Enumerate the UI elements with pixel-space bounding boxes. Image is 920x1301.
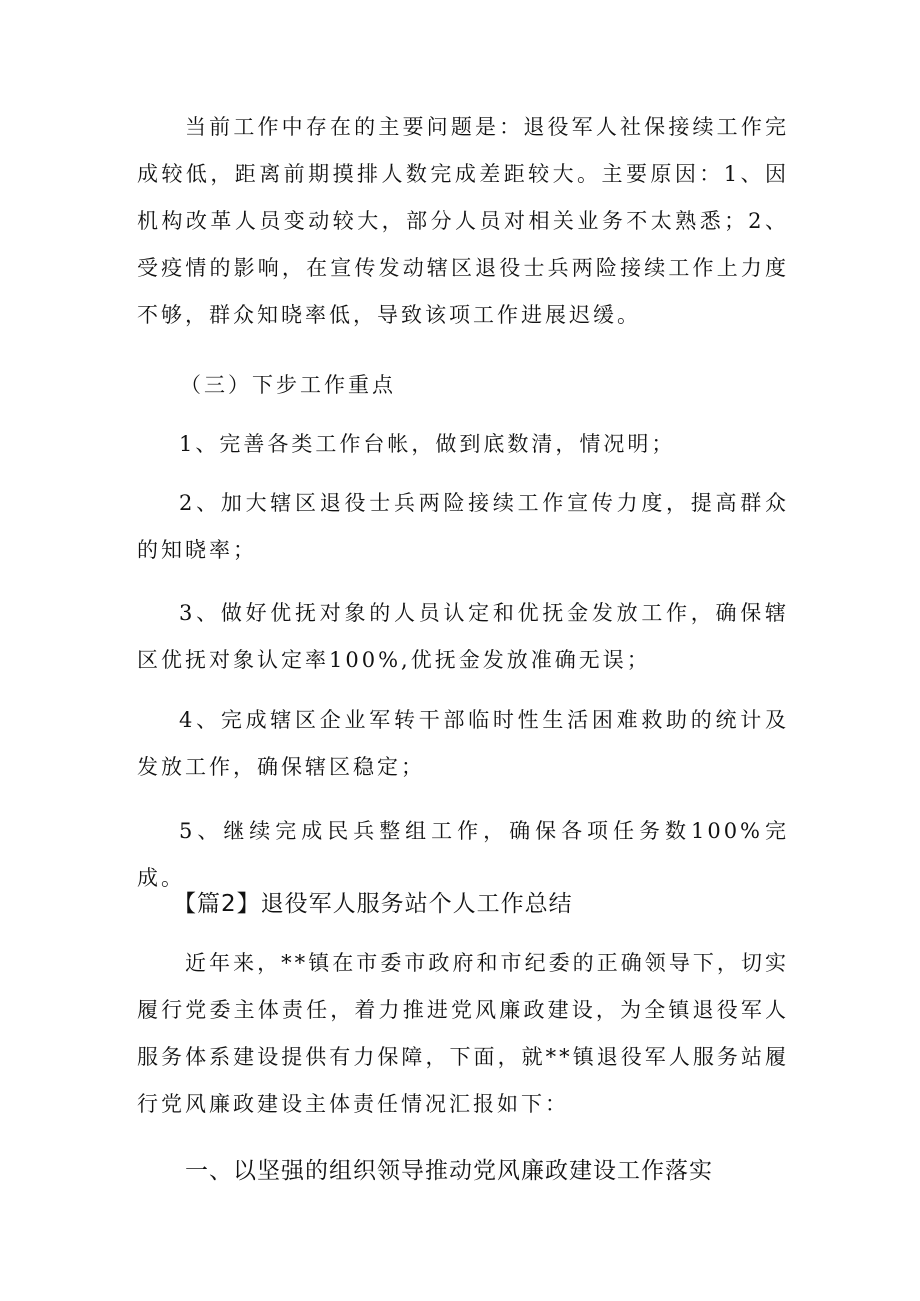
section-heading-1: 一、以坚强的组织领导推动党风廉政建设工作落实 <box>185 1158 713 1184</box>
list-item-4: 4、完成辖区企业军转干部临时性生活困难救助的统计及发放工作，确保辖区稳定； <box>137 708 789 779</box>
list-item-5: 5、继续完成民兵整组工作，确保各项任务数100%完成。 <box>137 819 789 890</box>
list-item-1: 1、完善各类工作台帐，做到底数清，情况明； <box>179 432 676 456</box>
subheading-next-steps: （三）下步工作重点 <box>180 373 396 397</box>
list-item-3: 3、做好优抚对象的人员认定和优抚金发放工作，确保辖区优抚对象认定率100%,优抚金发放准确无误； <box>137 601 789 672</box>
paragraph-intro: 近年来，**镇在市委市政府和市纪委的正确领导下，切实履行党委主体责任，着力推进党风廉政建设，为全镇退役军人服务体系建设提供有力保障，下面，就**镇退役军人服务站履行党风廉政建设主体责任情况汇报如下： <box>137 951 789 1116</box>
list-item-2: 2、加大辖区退役士兵两险接续工作宣传力度，提高群众的知晓率； <box>137 491 789 562</box>
article-title: 【篇2】退役军人服务站个人工作总结 <box>173 891 573 917</box>
paragraph-current-problems: 当前工作中存在的主要问题是：退役军人社保接续工作完成较低，距离前期摸排人数完成差距较大。主要原因：1、因机构改革人员变动较大，部分人员对相关业务不太熟悉；2、受疫情的影响，在宣传发动辖区退役士兵两险接续工作上力度不够，群众知晓率低，导致该项工作进展迟缓。 <box>137 115 789 327</box>
